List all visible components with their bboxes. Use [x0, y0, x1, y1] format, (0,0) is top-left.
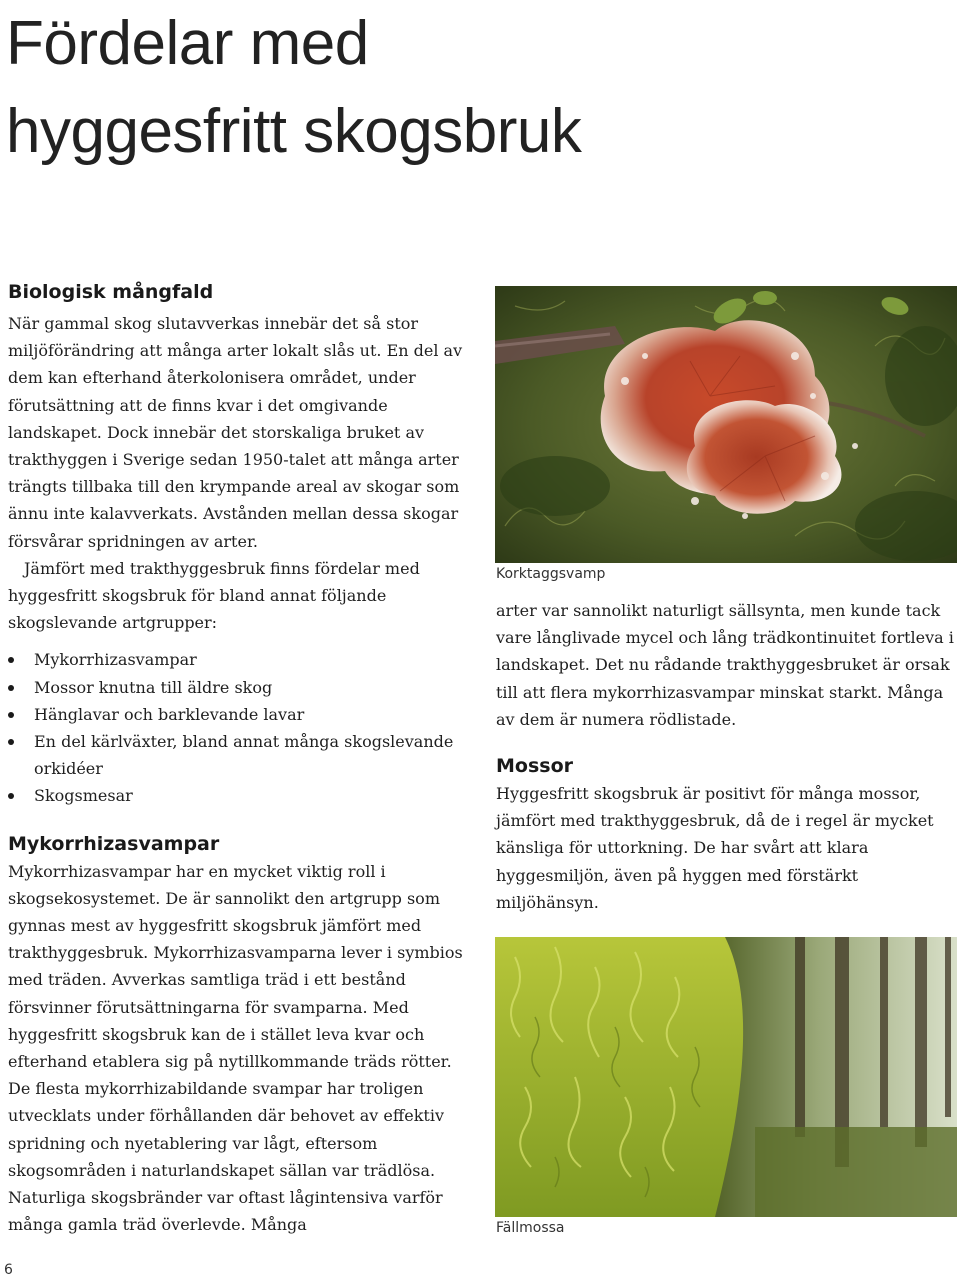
paragraph-mossor-1: Hyggesfritt skogsbruk är positivt för många mossor, jämfört med trakthyggesbruk, då de i regel är mycket känsliga för uttorkning. De har svårt att klara hyggesmiljön, även på hyggen med förstärkt miljöhänsyn. — [496, 784, 934, 912]
photo-caption-korktaggsvamp: Korktaggsvamp — [496, 566, 606, 582]
heading-mykorrhizasvampar: Mykorrhizasvampar — [8, 832, 220, 855]
page-title-line-1: Fördelar med — [6, 9, 369, 78]
photo-caption-fallmossa: Fällmossa — [496, 1220, 565, 1236]
photo-korktaggsvamp — [495, 286, 957, 563]
right-column-text — [496, 597, 956, 916]
left-column — [8, 279, 470, 1239]
list-item: En del kärlväxter, bland annat många skogslevande orkidéer — [8, 728, 470, 782]
moss-photo-illustration — [495, 937, 957, 1217]
paragraph-mykorrhiza-1: Mykorrhizasvampar har en mycket viktig roll i skogsekosystemet. De är sannolikt den artgrupp som gynnas mest av hyggesfritt skogsbruk jämfört med trakthyggesbruk. Mykorrhizasvamparna lever i symbios med träden. Avverkas samtliga träd i ett bestånd försvinner förutsättningarna för svamparna. Med hyggesfritt skogsbruk kan de i stället leva kvar och efterhand etablera sig på nytillkommande träds rötter. De flesta mykorrhizabildande svampar har troligen utvecklats under förhållanden där behovet av effektiv spridning och nyetablering var lågt, eftersom skogsområden i naturlandskapet sällan var trädlösa. Naturliga skogsbränder var oftast lågintensiva varför många gamla träd överlevde. Många — [8, 861, 463, 1235]
list-item: Hänglavar och barklevande lavar — [8, 701, 470, 728]
paragraph-biologisk-1: När gammal skog slutavverkas innebär det så stor miljöförändring att många arter lokalt slås ut. En del av dem kan efterhand återkolonisera området, under förutsättning att de finns kvar i det omgivande landskapet. Dock innebär det storskaliga bruket av trakthyggen i Sverige sedan 1950-talet att många arter trängts tillbaka till den krympande areal av skogar som ännu inte kalavverkats. Avstånden mellan dessa skogar försvårar spridningen av arter. — [8, 314, 463, 551]
paragraph-mykorrhiza-2: arter var sannolikt naturligt sällsynta, men kunde tack vare långlivade mycel och lång trädkontinuitet fortleva i landskapet. Det nu rådande trakthyggesbruket är orsak till att flera mykorrhizasvampar minskat starkt. Många av dem är numera rödlistade. — [496, 601, 954, 729]
mushroom-photo-illustration — [495, 286, 957, 563]
page-number: 6 — [4, 1262, 13, 1278]
photo-fallmossa — [495, 937, 957, 1217]
list-item: Skogsmesar — [8, 782, 470, 809]
page-title — [6, 0, 906, 176]
heading-biologisk-mangfald: Biologisk mångfald — [8, 281, 214, 303]
heading-mossor: Mossor — [496, 755, 574, 778]
list-item: Mossor knutna till äldre skog — [8, 674, 470, 701]
list-item: Mykorrhizasvampar — [8, 646, 470, 673]
species-group-list — [8, 646, 470, 809]
paragraph-biologisk-2: Jämfört med trakthyggesbruk finns fördelar med hyggesfritt skogsbruk för bland annat följande skogslevande artgrupper: — [8, 558, 420, 633]
page-title-line-2: hyggesfritt skogsbruk — [6, 97, 582, 166]
